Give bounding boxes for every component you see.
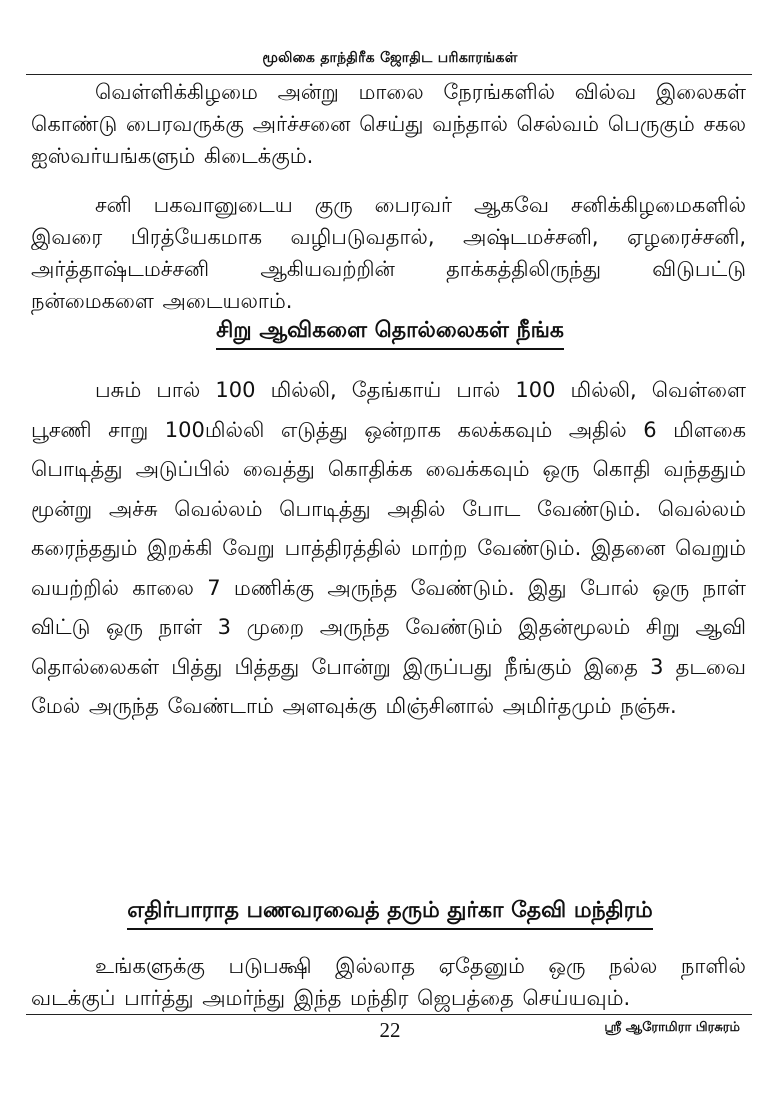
footer-rule [26, 1014, 752, 1015]
running-header: மூலிகை தாந்திரீக ஜோதிட பரிகாரங்கள் [262, 50, 518, 66]
section-heading-durga-mantra [0, 898, 780, 930]
section-heading-spirit-remedy [0, 318, 780, 350]
header-rule [26, 74, 752, 75]
paragraph-vilva-worship: வெள்ளிக்கிழமை அன்று மாலை நேரங்களில் வில்வ இலைகள் கொண்டு பைரவருக்கு அர்ச்சனை செய்து வந்தால் செல்வம் பெருகும் சகல ஐஸ்வர்யங்களும் கிடைக்கும். [31, 80, 746, 168]
page-number: 22 [379, 1018, 401, 1042]
paragraph-remedy-recipe: பசும் பால் 100 மில்லி, தேங்காய் பால் 100 மில்லி, வெள்ளை பூசணி சாறு 100மில்லி எடுத்து ஒன்றாக கலக்கவும் அதில் 6 மிளகை பொடித்து அடுப்பில் வைத்து கொதிக்க வைக்கவும் ஒரு கொதி வந்ததும் மூன்று அச்சு வெல்லம் பொடித்து அதில் போட வேண்டும். வெல்லம் கரைந்ததும் இறக்கி வேறு பாத்திரத்தில் மாற்ற வேண்டும். இதனை வெறும் வயற்றில் காலை 7 மணிக்கு அருந்த வேண்டும். இது போல் ஒரு நாள் விட்டு ஒரு நாள் 3 முறை அருந்த வேண்டும் இதன்மூலம் சிறு ஆவி தொல்லைகள் பித்து பித்தது போன்று இருப்பது நீங்கும் இதை 3 தடவை மேல் அருந்த வேண்டாம் அளவுக்கு மிஞ்சினால் அமிர்தமும் நஞ்சு. [31, 378, 746, 718]
paragraph-mantra-instructions: உங்களுக்கு படுபக்ஷி இல்லாத ஏதேனும் ஒரு நல்ல நாளில் வடக்குப் பார்த்து அமர்ந்து இந்த மந்திர ஜெபத்தை செய்யவும். [31, 954, 746, 1010]
paragraph-sani-bhairava: சனி பகவானுடைய குரு பைரவர் ஆகவே சனிக்கிழமைகளில் இவரை பிரத்யேகமாக வழிபடுவதால், அஷ்டமச்சனி, ஏழரைச்சனி, அர்த்தாஷ்டமச்சனி ஆகியவற்றின் தாக்கத்திலிருந்து விடுபட்டு நன்மைகளை அடையலாம். [31, 193, 746, 313]
publisher-name: ஸ்ரீ ஆரோமிரா பிரசுரம் [604, 1020, 740, 1035]
section-heading-text: எதிர்பாராத பணவரவைத் தரும் துர்கா தேவி மந்திரம் [127, 898, 652, 930]
section-heading-text: சிறு ஆவிகளை தொல்லைகள் நீங்க [216, 318, 564, 350]
